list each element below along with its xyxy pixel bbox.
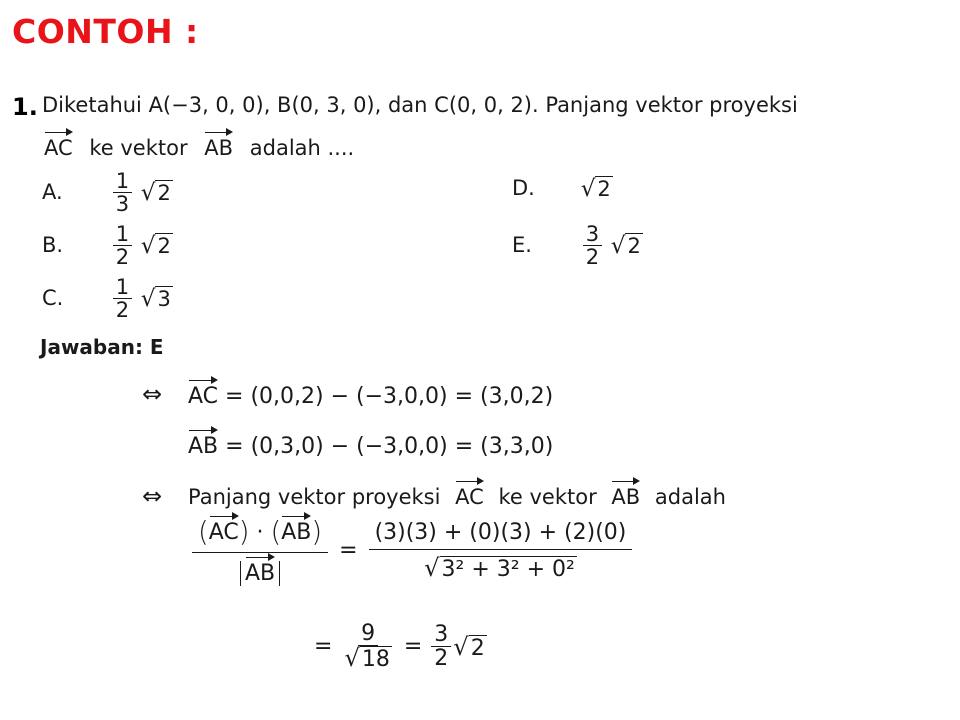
result-fraction: $\frac{9}{√18}$ [344, 621, 390, 673]
vector-ac: AC [188, 380, 218, 409]
vector-ac: AC [455, 481, 484, 509]
final-result [314, 622, 487, 672]
option-fraction: $\frac{3}{2}$ [583, 223, 602, 268]
option-b[interactable] [42, 223, 173, 268]
equivalence-arrow-icon: ⇔ [142, 380, 163, 408]
statement-text: Panjang vektor proyeksi [188, 485, 441, 509]
result-fraction: $\frac{3}{2}$ [431, 623, 451, 670]
ac-equation-rhs: = (0,0,2) − (−3,0,0) = (3,0,2) [225, 384, 554, 409]
statement-text: ke vektor [498, 485, 597, 509]
vector-ab: AB [188, 430, 218, 459]
numeric-denominator: 3² + 3² + 0² [441, 557, 575, 582]
option-letter: B. [42, 232, 64, 257]
vector-ab: AB [245, 557, 275, 586]
option-letter: D. [512, 176, 535, 200]
page-title: CONTOH : [12, 12, 199, 51]
sqrt-symbol: √2 [140, 232, 171, 259]
sqrt-symbol: √2 [580, 176, 611, 202]
option-a[interactable] [42, 170, 173, 215]
option-letter: C. [42, 285, 64, 310]
option-d[interactable] [512, 176, 613, 202]
equivalence-arrow-icon: ⇔ [142, 482, 163, 510]
ab-equation-rhs: = (0,3,0) − (−3,0,0) = (3,3,0) [225, 434, 554, 459]
question-number: 1. [12, 93, 38, 121]
ab-equation [188, 430, 553, 459]
question-mid-text: ke vektor [89, 136, 188, 160]
numeric-numerator: (3)(3) + (0)(3) + (2)(0) [369, 520, 633, 550]
projection-formula [192, 516, 632, 586]
numeric-fraction: $\frac{(3)(3) + (0)(3) + (2)(0)}{\text{√3² + 3² + 0²}}$ [369, 520, 633, 582]
answer-label: Jawaban: E [40, 335, 164, 359]
option-fraction: $\frac{1}{3}$ [113, 170, 132, 215]
dot-operator: · [256, 520, 264, 545]
equals-sign: = [314, 633, 333, 659]
option-fraction: $\frac{1}{2}$ [113, 276, 132, 321]
question-line-2 [44, 132, 354, 160]
question-line-1: Diketahui A(−3, 0, 0), B(0, 3, 0), dan C(0, 0, 2). Panjang vektor proyeksi [42, 93, 798, 117]
vector-ac: AC [44, 132, 73, 160]
option-e[interactable] [512, 223, 643, 268]
equals-sign: = [339, 538, 358, 563]
equals-sign: = [403, 633, 423, 659]
sqrt-symbol: √2 [610, 232, 641, 259]
projection-fraction: $\frac{(AC) \cdot (AB)}{AB}$ [192, 516, 328, 586]
vector-ab: AB [281, 516, 311, 545]
vector-ac: AC [209, 516, 239, 545]
sqrt-symbol: √2 [140, 179, 171, 206]
solution-statement [188, 481, 726, 509]
sqrt-symbol: √3 [140, 285, 171, 312]
sqrt-symbol: √2 [453, 632, 485, 661]
option-letter: A. [42, 179, 63, 204]
question-end-text: adalah .... [249, 136, 355, 160]
vector-ab: AB [204, 132, 233, 160]
option-letter: E. [512, 232, 532, 257]
statement-text: adalah [654, 485, 726, 509]
ac-equation [188, 380, 553, 409]
option-fraction: $\frac{1}{2}$ [113, 223, 132, 268]
vector-ab: AB [611, 481, 640, 509]
option-c[interactable] [42, 276, 173, 321]
